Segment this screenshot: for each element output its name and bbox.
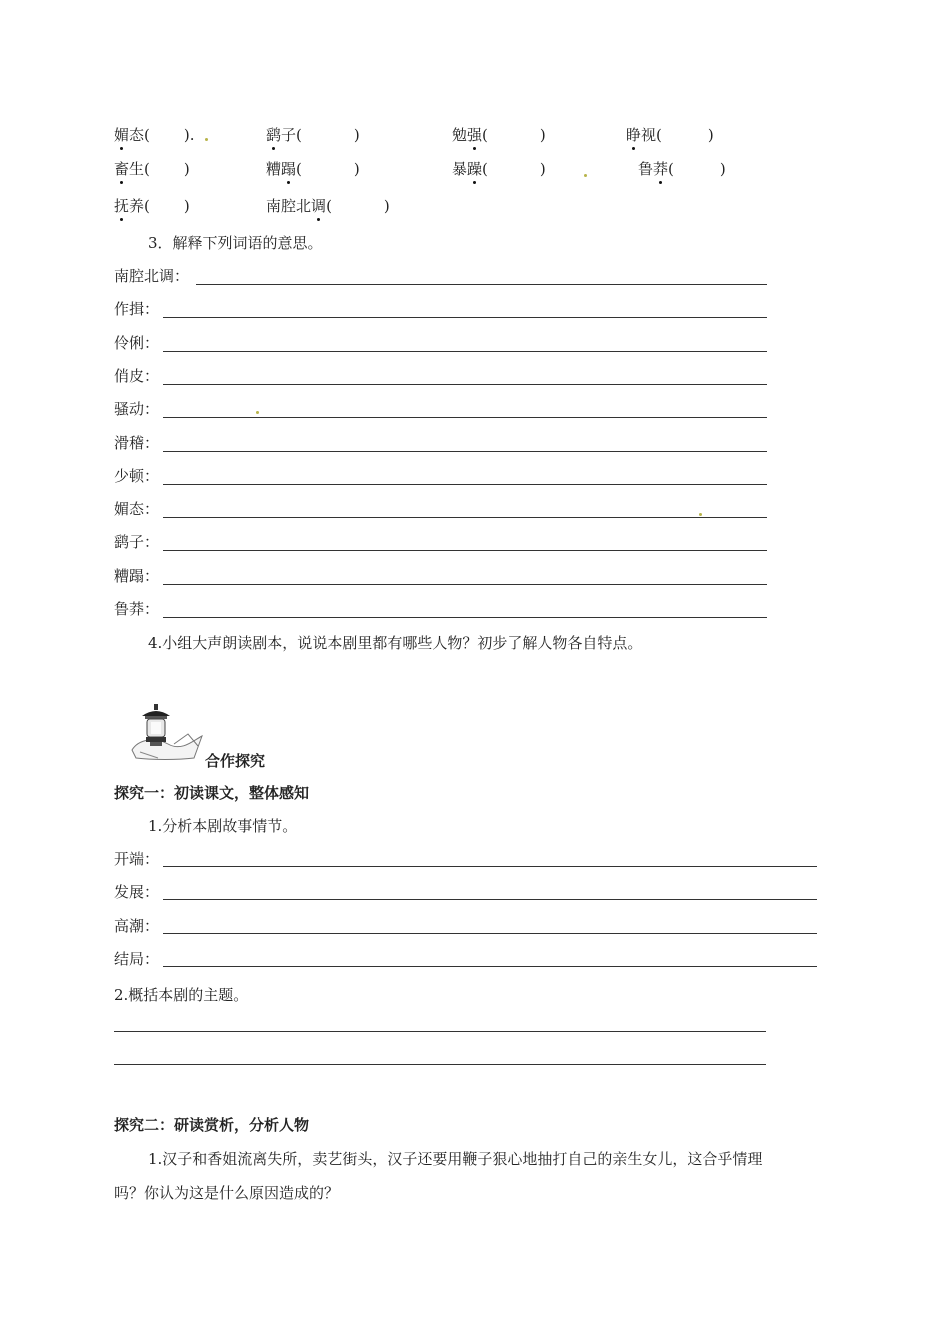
scan-speck (205, 138, 208, 141)
pinyin-item (114, 125, 195, 145)
term-answer-line[interactable] (163, 384, 767, 385)
term-answer-line[interactable] (163, 351, 767, 352)
character: 态 (129, 126, 145, 144)
pinyin-item (266, 125, 360, 145)
term-answer-line[interactable] (163, 517, 767, 518)
term-label: 鲁莽： (114, 600, 160, 618)
character: 生 (129, 160, 145, 178)
character: 视 (641, 126, 657, 144)
term-label: 俏皮： (114, 366, 160, 385)
dotted-character: 睁 (626, 126, 642, 144)
character: 养 (129, 197, 145, 215)
paren-close: ) (353, 126, 360, 144)
plot-answer-line[interactable] (163, 933, 817, 934)
pinyin-item (266, 196, 390, 216)
plot-label: 开端： (114, 850, 160, 868)
term-label: 鹞子： (114, 533, 160, 552)
theme-answer-line-1[interactable] (114, 1031, 766, 1032)
dotted-character: 媚 (114, 126, 130, 144)
pinyin-blank[interactable]: ( (656, 126, 662, 144)
pinyin-blank[interactable]: ( (144, 160, 150, 178)
inquiry-1-title: 探究一：初读课文，整体感知 (114, 784, 310, 802)
term-answer-line[interactable] (163, 451, 767, 452)
pinyin-item (114, 196, 190, 216)
dotted-character: 鹞 (266, 126, 282, 144)
pinyin-blank[interactable]: ( (326, 197, 332, 215)
term-label: 作揖： (114, 300, 160, 319)
term-label: 滑稽： (114, 433, 160, 452)
pinyin-blank[interactable]: ( (296, 160, 302, 178)
pinyin-item (452, 159, 546, 179)
character: 鲁 (638, 160, 654, 178)
dotted-character: 抚 (114, 197, 130, 215)
term-answer-line[interactable] (163, 550, 767, 551)
scan-speck (584, 174, 587, 177)
pinyin-blank[interactable]: ( (144, 126, 150, 144)
section-title: 合作探究 (205, 752, 266, 770)
inquiry-2-q1-line1: 1.汉子和香姐流离失所，卖艺街头，汉子还要用鞭子狠心地抽打自己的亲生女儿，这合乎情理 (148, 1150, 763, 1168)
character: 糟 (266, 160, 282, 178)
term-label: 南腔北调： (114, 267, 190, 285)
paren-close: ) (353, 160, 360, 178)
pinyin-item (626, 125, 714, 145)
character: 腔 (281, 197, 297, 215)
term-answer-line[interactable] (163, 417, 767, 418)
paren-close: ) (383, 197, 390, 215)
term-label: 媚态： (114, 500, 160, 519)
term-label: 少顿： (114, 466, 160, 485)
lantern-icon (128, 700, 206, 762)
theme-answer-line-2[interactable] (114, 1064, 766, 1065)
character: 勉 (452, 126, 468, 144)
pinyin-blank[interactable]: ( (482, 160, 488, 178)
character: 北 (296, 197, 312, 215)
character: 暴 (452, 160, 468, 178)
plot-answer-line[interactable] (163, 866, 817, 867)
paren-close: ) (707, 126, 714, 144)
plot-label: 结局： (114, 949, 160, 968)
dotted-character: 莽 (653, 160, 669, 178)
term-label: 糟蹋： (114, 566, 160, 585)
pinyin-item (638, 159, 726, 179)
dotted-character: 躁 (467, 160, 483, 178)
inquiry-1-q1: 1.分析本剧故事情节。 (148, 817, 298, 835)
term-answer-line[interactable] (163, 584, 767, 585)
paren-close: ) (539, 126, 546, 144)
term-answer-line[interactable] (163, 617, 767, 618)
character: 子 (281, 126, 297, 144)
plot-answer-line[interactable] (163, 899, 817, 900)
plot-label: 发展： (114, 883, 160, 902)
paren-close: ) (183, 197, 190, 215)
inquiry-1-q2: 2.概括本剧的主题。 (114, 986, 249, 1004)
pinyin-item (452, 125, 546, 145)
paren-close: ) (183, 160, 190, 178)
pinyin-blank[interactable]: ( (668, 160, 674, 178)
character: 南 (266, 197, 282, 215)
pinyin-item (114, 159, 190, 179)
pinyin-blank[interactable]: ( (482, 126, 488, 144)
inquiry-2-title: 探究二：研读赏析，分析人物 (114, 1116, 310, 1134)
paren-close: ) (539, 160, 546, 178)
scan-speck (256, 411, 259, 414)
dotted-character: 蹋 (281, 160, 297, 178)
inquiry-2-q1-line2: 吗？你认为这是什么原因造成的？ (114, 1184, 340, 1202)
dotted-character: 调 (311, 197, 327, 215)
term-answer-line[interactable] (163, 317, 767, 318)
paren-close: ). (183, 126, 195, 144)
pinyin-blank[interactable]: ( (296, 126, 302, 144)
question-3: 3．解释下列词语的意思。 (148, 234, 323, 252)
term-label: 骚动： (114, 400, 160, 419)
term-answer-line[interactable] (196, 284, 767, 285)
question-4: 4.小组大声朗读剧本，说说本剧里都有哪些人物？初步了解人物各自特点。 (148, 634, 643, 652)
paren-close: ) (719, 160, 726, 178)
pinyin-item (266, 159, 360, 179)
plot-answer-line[interactable] (163, 966, 817, 967)
term-answer-line[interactable] (163, 484, 767, 485)
scan-speck (699, 513, 702, 516)
dotted-character: 强 (467, 126, 483, 144)
dotted-character: 畜 (114, 160, 130, 178)
pinyin-blank[interactable]: ( (144, 197, 150, 215)
term-label: 伶俐： (114, 333, 160, 352)
plot-label: 高潮： (114, 916, 160, 935)
